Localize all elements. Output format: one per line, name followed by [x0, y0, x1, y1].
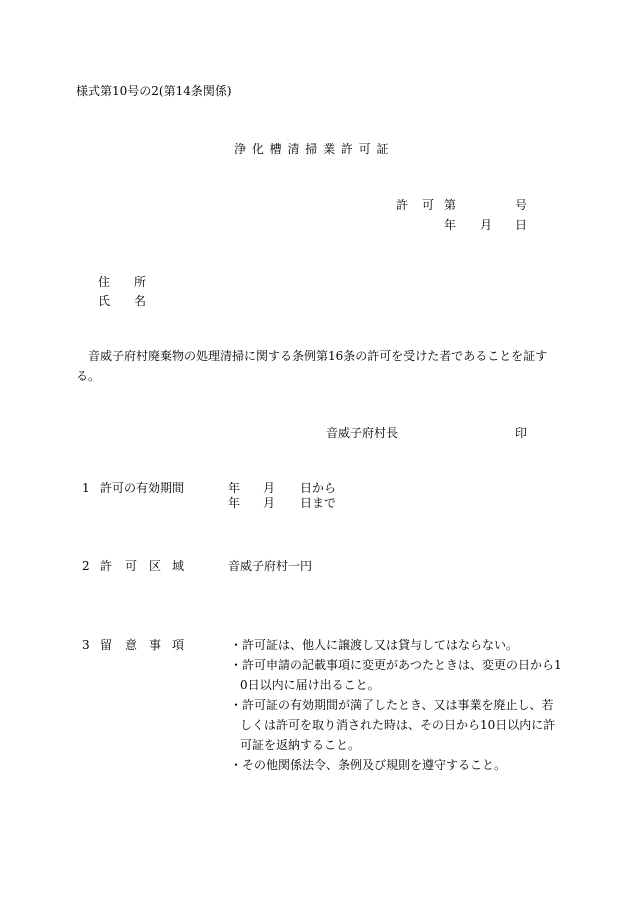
area-value: 音威子府村一円	[228, 559, 313, 573]
permit-number-dai: 第	[444, 198, 457, 212]
permit-number-ka: 可	[422, 198, 435, 212]
holder-name-label-1: 氏	[98, 294, 111, 308]
item-3-label-char-3: 事	[149, 638, 162, 652]
issuer-seal: 印	[515, 426, 528, 440]
permit-number-kyo: 許	[396, 198, 409, 212]
item-3-label-char-1: 留	[100, 638, 113, 652]
period-from-day: 日から	[300, 481, 337, 495]
item-2-label-char-2: 可	[125, 559, 138, 573]
period-to-day: 日まで	[300, 496, 337, 510]
note-line-1: ・許可証は、他人に譲渡し又は貸与してはならない。	[230, 638, 519, 652]
issue-date-day: 日	[515, 218, 528, 232]
period-to-month: 月	[263, 496, 276, 510]
holder-address-label-1: 住	[98, 275, 111, 289]
note-line-6: 可証を返納すること。	[240, 738, 361, 752]
issuer-name: 音威子府村長	[326, 426, 399, 440]
note-line-5: しくは許可を取り消された時は、その日から10日以内に許	[240, 718, 556, 732]
form-id: 様式第10号の2(第14条関係)	[76, 84, 232, 98]
item-2-label-char-3: 区	[149, 559, 162, 573]
item-3-number: 3	[82, 638, 90, 652]
item-1-label: 許可の有効期間	[100, 481, 185, 495]
note-line-7: ・その他関係法令、条例及び規則を遵守すること。	[230, 758, 507, 772]
note-line-4: ・許可証の有効期間が満了したとき、又は事業を廃止し、若	[230, 698, 554, 712]
holder-address-label-2: 所	[134, 275, 147, 289]
permit-number-go: 号	[515, 198, 528, 212]
note-line-2: ・許可申請の記載事項に変更があつたときは、変更の日から1	[230, 658, 562, 672]
item-2-number: 2	[82, 559, 90, 573]
issue-date-month: 月	[480, 218, 493, 232]
holder-name-label-2: 名	[134, 294, 147, 308]
item-3-label-char-2: 意	[125, 638, 138, 652]
document-title: 浄 化 槽 清 掃 業 許 可 証	[234, 142, 390, 156]
item-2-label-char-4: 域	[172, 559, 185, 573]
issue-date-year: 年	[444, 218, 457, 232]
note-line-3: 0日以内に届け出ること。	[240, 678, 380, 692]
item-2-label-char-1: 許	[100, 559, 113, 573]
item-3-label-char-4: 項	[172, 638, 185, 652]
certification-line-1: 音威子府村廃棄物の処理清掃に関する条例第16条の許可を受けた者であることを証す	[88, 349, 548, 363]
certification-line-2: る。	[76, 369, 101, 383]
item-1-number: 1	[82, 481, 90, 495]
period-from-year: 年	[228, 481, 241, 495]
period-from-month: 月	[263, 481, 276, 495]
period-to-year: 年	[228, 496, 241, 510]
